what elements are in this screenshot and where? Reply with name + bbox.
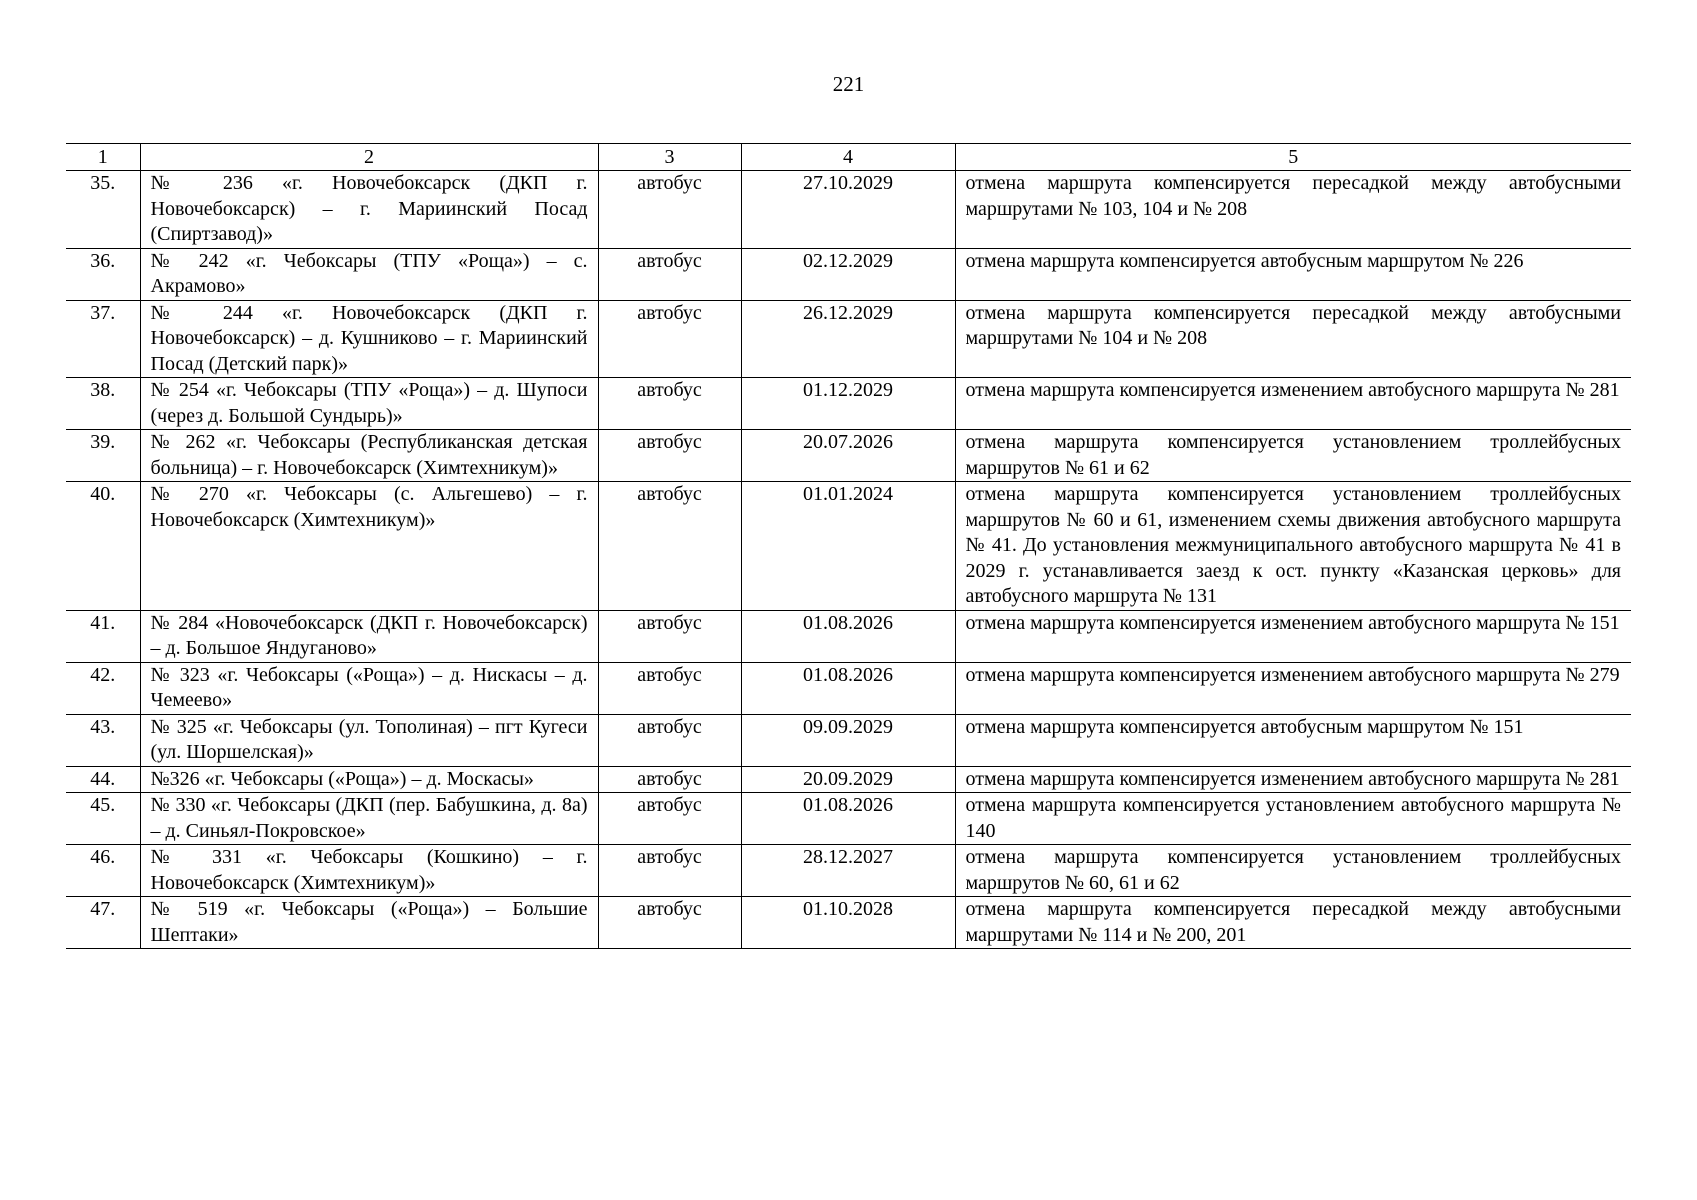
row-number: 44. <box>66 766 140 793</box>
table-row <box>66 897 1631 949</box>
route-name: №326 «г. Чебоксары («Роща») – д. Москасы» <box>140 766 598 793</box>
transport-type: автобус <box>598 766 741 793</box>
compensation-note: отмена маршрута компенсируется изменением автобусного маршрута № 281 <box>955 378 1631 430</box>
cancel-date: 01.10.2028 <box>741 897 955 949</box>
table-header <box>66 144 1631 171</box>
compensation-note: отмена маршрута компенсируется пересадкой между автобусными маршрутами № 114 и № 200, 201 <box>955 897 1631 949</box>
compensation-note: отмена маршрута компенсируется изменением автобусного маршрута № 281 <box>955 766 1631 793</box>
table-row <box>66 300 1631 378</box>
table-row <box>66 610 1631 662</box>
compensation-note: отмена маршрута компенсируется установлением троллейбусных маршрутов № 60, 61 и 62 <box>955 845 1631 897</box>
column-header-1: 1 <box>66 144 140 171</box>
transport-type: автобус <box>598 610 741 662</box>
compensation-note: отмена маршрута компенсируется изменением автобусного маршрута № 151 <box>955 610 1631 662</box>
cancel-date: 01.01.2024 <box>741 482 955 611</box>
route-name: № 284 «Новочебоксарск (ДКП г. Новочебоксарск) – д. Большое Яндуганово» <box>140 610 598 662</box>
route-name: № 325 «г. Чебоксары (ул. Тополиная) – пгт Кугеси (ул. Шоршелская)» <box>140 714 598 766</box>
table-row <box>66 430 1631 482</box>
table-row <box>66 482 1631 611</box>
transport-type: автобус <box>598 300 741 378</box>
route-name: № 330 «г. Чебоксары (ДКП (пер. Бабушкина, д. 8а) – д. Синьял-Покровское» <box>140 793 598 845</box>
route-name: № 331 «г. Чебоксары (Кошкино) – г. Новочебоксарск (Химтехникум)» <box>140 845 598 897</box>
row-number: 38. <box>66 378 140 430</box>
column-header-3: 3 <box>598 144 741 171</box>
table-row <box>66 662 1631 714</box>
column-header-5: 5 <box>955 144 1631 171</box>
cancel-date: 26.12.2029 <box>741 300 955 378</box>
page-number: 221 <box>832 72 865 96</box>
compensation-note: отмена маршрута компенсируется изменением автобусного маршрута № 279 <box>955 662 1631 714</box>
route-name: № 323 «г. Чебоксары («Роща») – д. Нискасы – д. Чемеево» <box>140 662 598 714</box>
table-row <box>66 171 1631 249</box>
row-number: 39. <box>66 430 140 482</box>
transport-type: автобус <box>598 897 741 949</box>
row-number: 47. <box>66 897 140 949</box>
table-row <box>66 714 1631 766</box>
transport-type: автобус <box>598 171 741 249</box>
route-name: № 262 «г. Чебоксары (Республиканская детская больница) – г. Новочебоксарск (Химтехникум)» <box>140 430 598 482</box>
table-row <box>66 793 1631 845</box>
transport-type: автобус <box>598 482 741 611</box>
table-row <box>66 248 1631 300</box>
transport-type: автобус <box>598 793 741 845</box>
row-number: 36. <box>66 248 140 300</box>
row-number: 41. <box>66 610 140 662</box>
compensation-note: отмена маршрута компенсируется пересадкой между автобусными маршрутами № 103, 104 и № 208 <box>955 171 1631 249</box>
route-name: № 270 «г. Чебоксары (с. Альгешево) – г. Новочебоксарск (Химтехникум)» <box>140 482 598 611</box>
cancel-date: 01.08.2026 <box>741 793 955 845</box>
row-number: 42. <box>66 662 140 714</box>
route-name: № 244 «г. Новочебоксарск (ДКП г. Новочебоксарск) – д. Кушниково – г. Мариинский Посад (Детский парк)» <box>140 300 598 378</box>
row-number: 35. <box>66 171 140 249</box>
table-row <box>66 845 1631 897</box>
compensation-note: отмена маршрута компенсируется автобусным маршрутом № 151 <box>955 714 1631 766</box>
route-name: № 242 «г. Чебоксары (ТПУ «Роща») – с. Акрамово» <box>140 248 598 300</box>
compensation-note: отмена маршрута компенсируется установлением троллейбусных маршрутов № 61 и 62 <box>955 430 1631 482</box>
cancel-date: 02.12.2029 <box>741 248 955 300</box>
cancel-date: 01.12.2029 <box>741 378 955 430</box>
routes-table <box>66 143 1631 949</box>
transport-type: автобус <box>598 714 741 766</box>
column-header-4: 4 <box>741 144 955 171</box>
table-body <box>66 171 1631 949</box>
cancel-date: 09.09.2029 <box>741 714 955 766</box>
cancel-date: 01.08.2026 <box>741 662 955 714</box>
cancel-date: 27.10.2029 <box>741 171 955 249</box>
transport-type: автобус <box>598 248 741 300</box>
row-number: 37. <box>66 300 140 378</box>
table-row <box>66 378 1631 430</box>
row-number: 43. <box>66 714 140 766</box>
compensation-note: отмена маршрута компенсируется автобусным маршрутом № 226 <box>955 248 1631 300</box>
cancel-date: 20.07.2026 <box>741 430 955 482</box>
transport-type: автобус <box>598 378 741 430</box>
route-name: № 236 «г. Новочебоксарск (ДКП г. Новочебоксарск) – г. Мариинский Посад (Спиртзавод)» <box>140 171 598 249</box>
row-number: 40. <box>66 482 140 611</box>
compensation-note: отмена маршрута компенсируется установлением автобусного маршрута № 140 <box>955 793 1631 845</box>
transport-type: автобус <box>598 430 741 482</box>
transport-type: автобус <box>598 845 741 897</box>
route-name: № 519 «г. Чебоксары («Роща») – Большие Шептаки» <box>140 897 598 949</box>
table-row <box>66 766 1631 793</box>
transport-type: автобус <box>598 662 741 714</box>
header-row <box>66 144 1631 171</box>
cancel-date: 20.09.2029 <box>741 766 955 793</box>
compensation-note: отмена маршрута компенсируется установлением троллейбусных маршрутов № 60 и 61, изменением схемы движения автобусного маршрута № 41. До установления межмуниципального автобусного маршрута № 41 в 2029 г. устанавливается заезд к ост. пункту «Казанская церковь» для автобусного маршрута № 131 <box>955 482 1631 611</box>
cancel-date: 28.12.2027 <box>741 845 955 897</box>
cancel-date: 01.08.2026 <box>741 610 955 662</box>
compensation-note: отмена маршрута компенсируется пересадкой между автобусными маршрутами № 104 и № 208 <box>955 300 1631 378</box>
route-name: № 254 «г. Чебоксары (ТПУ «Роща») – д. Шупоси (через д. Большой Сундырь)» <box>140 378 598 430</box>
row-number: 45. <box>66 793 140 845</box>
row-number: 46. <box>66 845 140 897</box>
column-header-2: 2 <box>140 144 598 171</box>
